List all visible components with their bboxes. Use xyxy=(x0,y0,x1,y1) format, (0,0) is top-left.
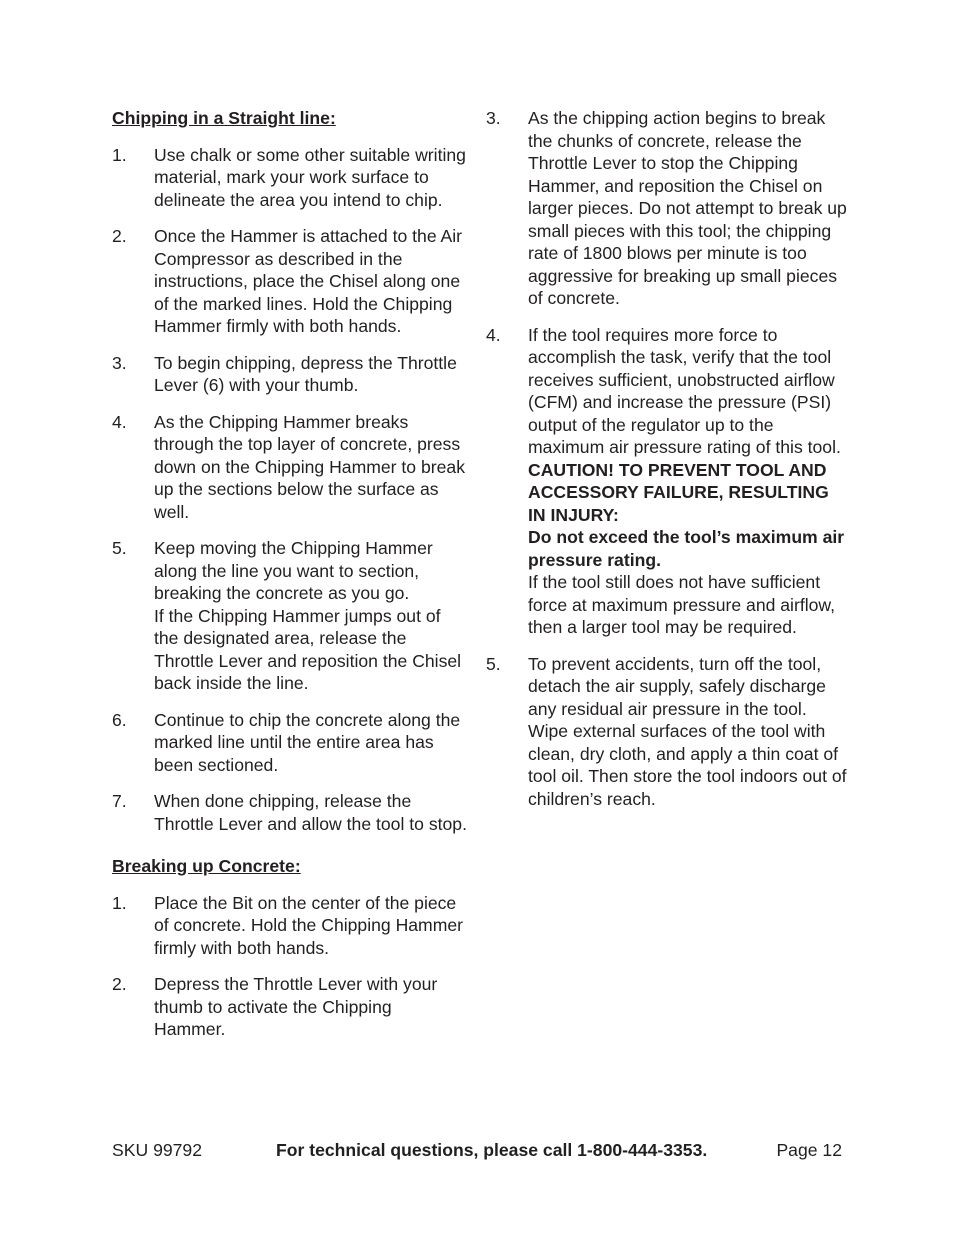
step-number: 5. xyxy=(112,538,127,558)
step-number: 4. xyxy=(486,324,501,345)
list-item xyxy=(112,352,467,397)
left-column xyxy=(112,107,467,1055)
step-number: 1. xyxy=(112,892,127,913)
pressure-warning: Do not exceed the tool’s maximum air pressure rating. xyxy=(528,527,845,570)
step-text: Use chalk or some other suitable writing material, mark your work surface to delineate the area you intend to chip. xyxy=(154,144,466,210)
step-text: Place the Bit on the center of the piece of concrete. Hold the Chipping Hammer firmly with both hands. xyxy=(154,892,464,958)
list-item xyxy=(486,107,848,310)
step-number: 6. xyxy=(112,709,127,730)
breaking-steps-list-continued xyxy=(486,107,848,810)
step-text: Once the Hammer is attached to the Air Compressor as described in the instructions, place the Chisel along one of the marked lines. Hold the Chipping Hammer firmly with both hands. xyxy=(154,226,463,336)
list-item xyxy=(112,411,467,524)
page-number: Page 12 xyxy=(776,1140,842,1160)
breaking-steps-list xyxy=(112,892,467,1041)
step-number: 2. xyxy=(112,974,127,994)
right-column xyxy=(486,107,848,824)
step-text: To begin chipping, depress the Throttle Lever (6) with your thumb. xyxy=(154,352,457,395)
step-text: Continue to chip the concrete along the marked line until the entire area has been sectioned. xyxy=(154,709,461,775)
list-item xyxy=(112,537,467,695)
list-item xyxy=(112,225,467,338)
step-number: 3. xyxy=(486,108,501,128)
sku-label: SKU 99792 xyxy=(112,1140,202,1160)
page-footer xyxy=(112,1139,842,1163)
step-text: Depress the Throttle Lever with your thumb to activate the Chipping Hammer. xyxy=(154,974,438,1039)
step-text: If the tool requires more force to accomplish the task, verify that the tool receives sufficient, unobstructed airflow (CFM) and increase the pressure (PSI) output of the regulator up to the maximum air pressure rating of this tool. xyxy=(528,324,841,457)
step-text: To prevent accidents, turn off the tool, detach the air supply, safely discharge any residual air pressure in the tool. Wipe external surfaces of the tool with clean, dry cloth, and apply a thin coat of tool oil. Then store the tool indoors out of children’s reach. xyxy=(528,653,847,809)
step-number: 7. xyxy=(112,791,127,811)
list-item xyxy=(112,144,467,212)
step-text: As the chipping action begins to break the chunks of concrete, release the Throttle Lever to stop the Chipping Hammer, and reposition the Chisel on larger pieces. Do not attempt to break up small pieces with this tool; the chipping rate of 1800 blows per minute is too aggressive for breaking up small pieces of concrete. xyxy=(528,108,847,308)
step-number: 1. xyxy=(112,144,127,165)
step-text: As the Chipping Hammer breaks through the top layer of concrete, press down on the Chipping Hammer to break up the sections below the surface as well. xyxy=(154,411,465,522)
tech-support-line: For technical questions, please call 1-800-444-3353. xyxy=(276,1140,708,1160)
chipping-steps-list xyxy=(112,144,467,836)
list-item xyxy=(112,973,467,1041)
step-text: Keep moving the Chipping Hammer along the line you want to section, breaking the concrete as you go. xyxy=(154,538,433,603)
list-item xyxy=(112,892,467,960)
step-text-continued: If the tool still does not have sufficient force at maximum pressure and airflow, then a larger tool may be required. xyxy=(528,572,836,637)
step-number: 2. xyxy=(112,226,127,246)
step-number: 5. xyxy=(486,653,501,674)
section-heading-breaking: Breaking up Concrete: xyxy=(112,856,301,876)
caution-notice: CAUTION! TO PREVENT TOOL AND ACCESSORY FAILURE, RESULTING IN INJURY: xyxy=(528,459,829,525)
list-item xyxy=(486,653,848,811)
section-heading-chipping: Chipping in a Straight line: xyxy=(112,108,336,128)
list-item xyxy=(112,709,467,777)
step-number: 3. xyxy=(112,352,127,373)
step-text-continued: If the Chipping Hammer jumps out of the designated area, release the Throttle Lever and reposition the Chisel back inside the line. xyxy=(154,605,462,693)
step-number: 4. xyxy=(112,411,127,432)
step-text: When done chipping, release the Throttle Lever and allow the tool to stop. xyxy=(154,791,467,834)
list-item xyxy=(112,790,467,835)
list-item xyxy=(486,324,848,639)
